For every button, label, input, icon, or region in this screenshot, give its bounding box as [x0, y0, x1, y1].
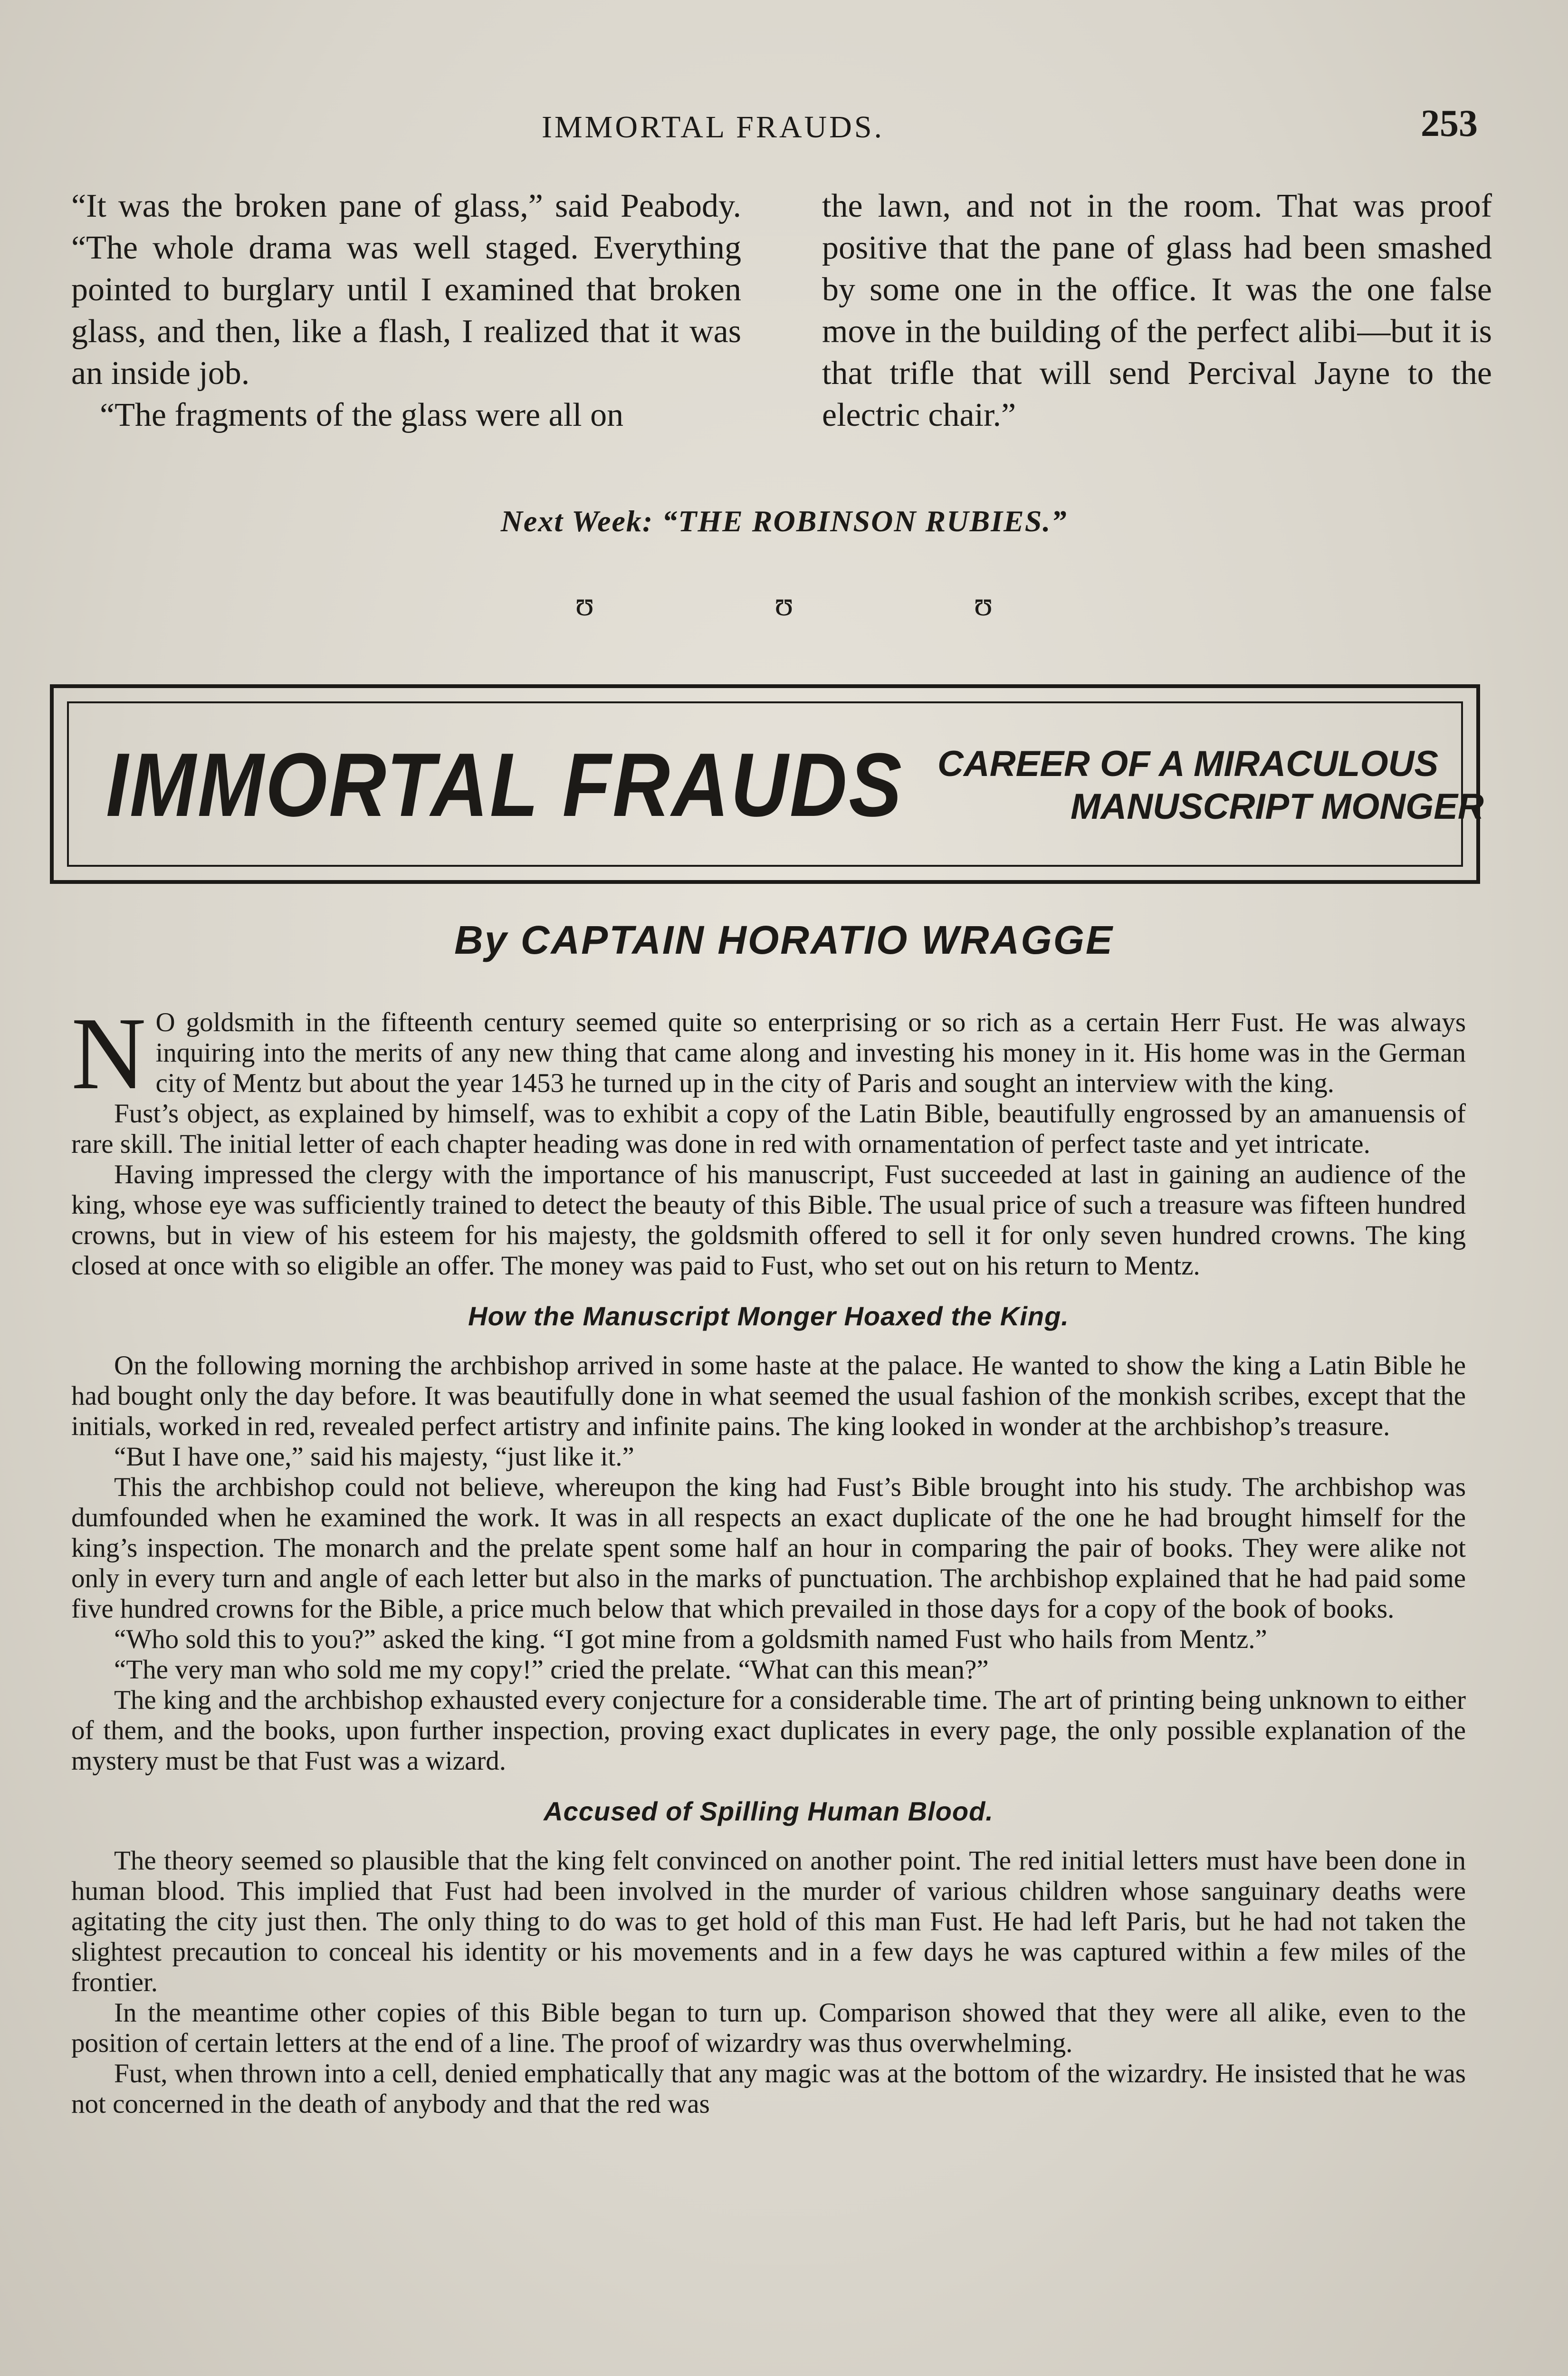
ornament-icon: ʊ — [774, 585, 794, 623]
paragraph: The king and the archbishop exhausted every conjecture for a considerable time. The art of printing being unknown to either of them, and the books, upon further inspection, proving exact duplicates in every page, the only possible explanation of the mystery must be that Fust was a wizard. — [71, 1685, 1466, 1776]
paragraph: On the following morning the archbishop arrived in some haste at the palace. He wanted to show the king a Latin Bible he had bought only the day before. It was beautifully done in what seemed the usual fashion of the monkish scribes, except that the initials, worked in red, revealed perfect artistry and infinite pains. The king looked in wonder at the archbishop’s treasure. — [71, 1351, 1466, 1441]
paragraph: “But I have one,” said his majesty, “just like it.” — [114, 1442, 634, 1472]
paragraph: In the meantime other copies of this Bible began to turn up. Comparison showed that they were all alike, even to the position of certain letters at the end of a line. The proof of wizardry was thus overwhelming. — [71, 1998, 1466, 2058]
byline: By CAPTAIN HORATIO WRAGGE — [454, 918, 1114, 962]
article-title: IMMORTAL FRAUDS — [106, 735, 904, 835]
paragraph: This the archbishop could not believe, whereupon the king had Fust’s Bible brought into his study. The archbishop was dumfounded when he examined the work. It was in all respects an exact duplicate of the one he had brought himself for the king’s inspection. The monarch and the prelate spent some half an hour in comparing the pair of books. They were alike not only in every turn and angle of each letter but also in the marks of punctuation. The archbishop explained that he had paid some five hundred crowns for the Bible, a price much below that which prevailed in those days for a copy of the book of books. — [71, 1472, 1466, 1624]
ornament-icon: ʊ — [575, 585, 594, 623]
page-number: 253 — [1421, 103, 1478, 144]
article-title-box — [50, 684, 1484, 884]
ornament-divider — [0, 584, 1568, 624]
previous-story-left-column — [71, 185, 741, 436]
paragraph: Fust, when thrown into a cell, denied emphatically that any magic was at the bottom of the wizardry. He insisted that he was not concerned in the death of anybody and that the red was — [71, 2059, 1466, 2119]
paragraph: “Who sold this to you?” asked the king. “I got mine from a goldsmith named Fust who hails from Mentz.” — [114, 1624, 1267, 1654]
paragraph: “The very man who sold me my copy!” cried the prelate. “What can this mean?” — [114, 1655, 989, 1685]
next-week-teaser: Next Week: “THE ROBINSON RUBIES.” — [500, 504, 1068, 538]
previous-story-right-column — [822, 185, 1492, 436]
section-subhead: Accused of Spilling Human Blood. — [544, 1796, 994, 1826]
ornament-icon: ʊ — [974, 585, 993, 623]
paragraph: Having impressed the clergy with the importance of his manuscript, Fust succeeded at last in gaining an audience of the king, whose eye was sufficiently trained to detect the beauty of this Bible. The usual price of such a treasure was fifteen hundred crowns, but in view of his esteem for his majesty, the goldsmith offered to sell it for only seven hundred crowns. The king closed at once with so eligible an offer. The money was paid to Fust, who set out on his return to Mentz. — [71, 1159, 1466, 1281]
subtitle-line-1: CAREER OF A MIRACULOUS — [937, 744, 1439, 784]
previous-story-columns — [71, 185, 1492, 436]
paragraph: Fust’s object, as explained by himself, was to exhibit a copy of the Latin Bible, beautifully engrossed by an amanuensis of rare skill. The initial letter of each chapter heading was done in red with ornamentation of perfect taste and yet intricate. — [71, 1099, 1466, 1159]
paragraph: “The fragments of the glass were all on — [100, 397, 624, 433]
paragraph: The theory seemed so plausible that the king felt convinced on another point. The red initial letters must have been done in human blood. This implied that Fust had been involved in the murder of various children whose sanguinary deaths were agitating the city just then. The only thing to do was to get hold of this man Fust. He had left Paris, but he had not taken the slightest precaution to conceal his identity or his movements and in a few days he was captured within a few miles of the frontier. — [71, 1846, 1466, 1997]
article-subtitle — [880, 743, 1498, 828]
article-body — [71, 996, 1466, 2119]
subtitle-line-2: MANUSCRIPT MONGER — [1071, 786, 1484, 827]
section-subhead: How the Manuscript Monger Hoaxed the King. — [468, 1301, 1069, 1331]
paragraph: “It was the broken pane of glass,” said Peabody. “The whole drama was well staged. Everything pointed to burglary until I examined that broken glass, and then, like a flash, I realized that it was an inside job. — [71, 188, 741, 392]
paragraph-text: O goldsmith in the fifteenth century seemed quite so enterprising or so rich as a certain Herr Fust. He was always inquiring into the merits of any new thing that came along and investing his money in it. His home was in the German city of Mentz but about the year 1453 he turned up in the city of Paris and sought an interview with the king. — [155, 1007, 1466, 1098]
drop-cap: N — [71, 996, 146, 1111]
paragraph: the lawn, and not in the room. That was proof positive that the pane of glass had been smashed by some one in the office. It was the one false move in the building of the perfect alibi—but it is that trifle that will send Percival Jayne to the electric chair.” — [822, 188, 1492, 433]
paragraph — [71, 996, 1466, 1111]
running-title: IMMORTAL FRAUDS. — [542, 110, 885, 144]
